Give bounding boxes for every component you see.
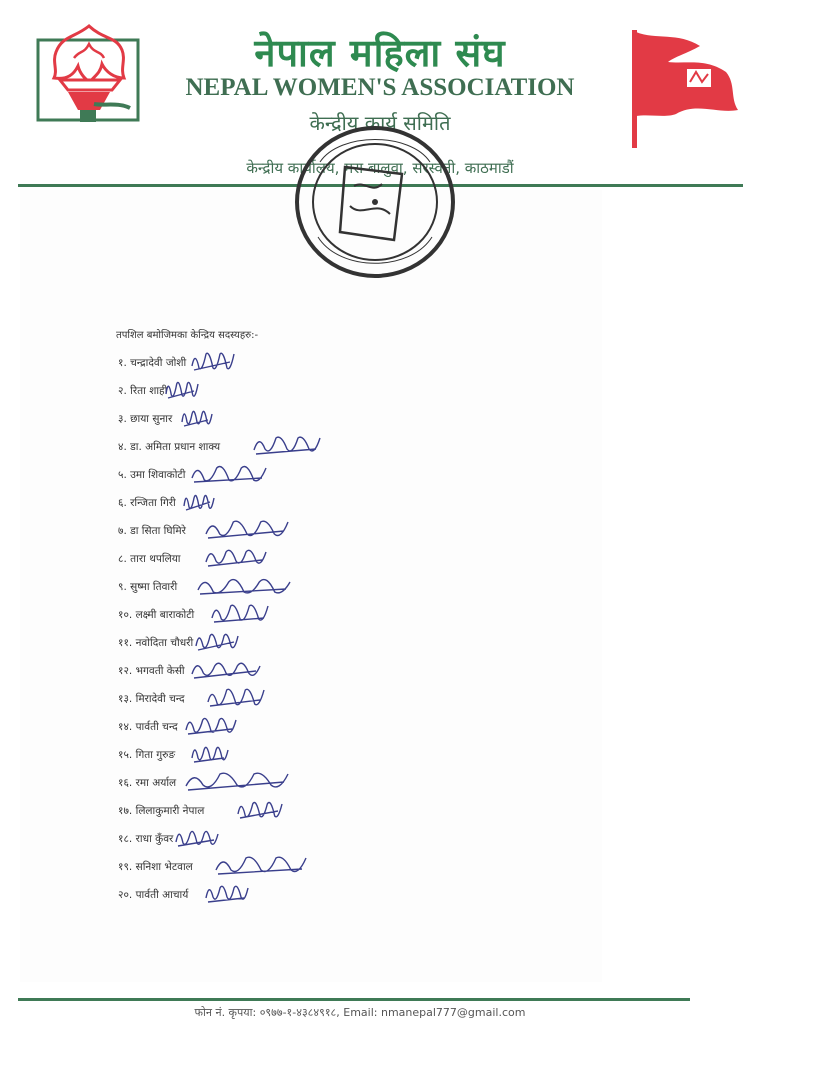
signature-icon <box>164 376 200 402</box>
flag-logo-icon <box>626 28 746 150</box>
member-name: २०. पार्वती आचार्य <box>118 889 189 901</box>
member-row <box>118 688 438 716</box>
signature-icon <box>214 852 308 878</box>
signature-icon <box>184 768 290 794</box>
member-row <box>118 884 438 912</box>
footer-contact: फोन नं. कृपया: ०९७७-१-४३८४९१८, Email: nmanepal777@gmail.com <box>194 1006 526 1019</box>
organization-name-nepali: नेपाल महिला संघ <box>254 31 506 75</box>
member-name: ४. डा. अमिता प्रधान शाक्य <box>118 441 221 453</box>
member-name: ७. डा सिता घिमिरे <box>118 525 186 537</box>
member-name: १६. रमा अर्याल <box>118 777 177 789</box>
footer-divider <box>18 998 690 1001</box>
member-name: १५. गिता गुरुङ <box>118 749 176 761</box>
member-list <box>118 352 438 912</box>
signature-icon <box>190 460 268 486</box>
member-name: १०. लक्ष्मी बाराकोटी <box>118 609 195 621</box>
signature-icon <box>204 516 290 542</box>
signature-icon <box>174 824 220 850</box>
member-name: ११. नवोदिता चौधरी <box>118 637 194 649</box>
member-row <box>118 576 438 604</box>
torch-logo-icon <box>34 18 144 130</box>
member-name: १२. भगवती केसी <box>118 665 185 677</box>
intro-line: तपशिल बमोजिमका केन्द्रिय सदस्यहरु:- <box>116 330 259 341</box>
member-name: ९. सुष्मा तिवारी <box>118 581 178 593</box>
organization-name-english: NEPAL WOMEN'S ASSOCIATION <box>185 74 575 101</box>
signature-icon <box>206 684 266 710</box>
member-row <box>118 856 438 884</box>
signature-icon <box>184 712 238 738</box>
signature-icon <box>204 544 268 570</box>
member-name: १. चन्द्रादेवी जोशी <box>118 357 187 369</box>
member-row <box>118 632 438 660</box>
member-row <box>118 436 438 464</box>
member-name: १४. पार्वती चन्द <box>118 721 178 733</box>
member-row <box>118 716 438 744</box>
signature-icon <box>236 796 284 822</box>
member-name: ८. तारा थपलिया <box>118 553 181 565</box>
member-row <box>118 800 438 828</box>
member-name: ३. छाया सुनार <box>118 413 173 425</box>
office-address: केन्द्रीय कार्यालय, मरा बालुवा, सरस्वती, काठमाडौं <box>246 159 514 177</box>
signature-icon <box>190 656 262 682</box>
member-name: ६. रन्जिता गिरी <box>118 497 176 509</box>
member-row <box>118 464 438 492</box>
member-row <box>118 380 438 408</box>
signature-icon <box>204 880 250 906</box>
member-name: ५. उमा शिवाकोटी <box>118 469 186 481</box>
member-name: १३. मिरादेवी चन्द <box>118 693 185 705</box>
signature-icon <box>196 572 292 598</box>
member-row <box>118 604 438 632</box>
signature-icon <box>182 488 216 514</box>
signature-icon <box>190 348 236 374</box>
member-name: १८. राधा कुँवर <box>118 833 174 845</box>
signature-icon <box>252 432 322 458</box>
member-name: १७. लिलाकुमारी नेपाल <box>118 805 205 817</box>
member-name: १९. सनिशा भेटवाल <box>118 861 193 873</box>
signature-icon <box>210 600 270 626</box>
signature-icon <box>194 628 240 654</box>
organization-seal-icon <box>290 122 460 282</box>
member-name: २. रिता शाही <box>118 385 168 397</box>
member-row <box>118 520 438 548</box>
committee-name: केन्द्रीय कार्य समिति <box>309 111 451 135</box>
signature-icon <box>180 404 214 430</box>
signature-icon <box>190 740 230 766</box>
member-row <box>118 660 438 688</box>
